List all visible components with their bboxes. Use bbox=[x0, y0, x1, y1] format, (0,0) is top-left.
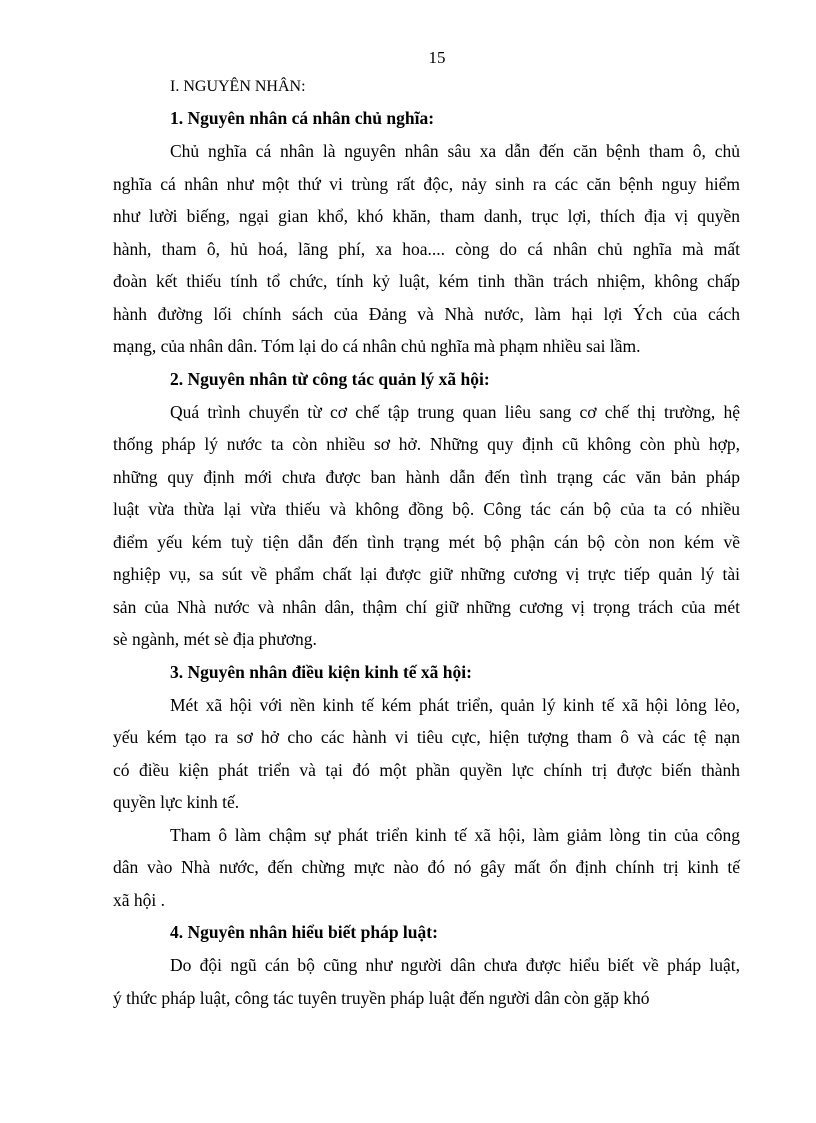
paragraph-line: ý thức pháp luật, công tác tuyên truyền pháp luật đến người dân còn gặp khó bbox=[113, 987, 650, 1008]
paragraph-line: xã hội . bbox=[113, 889, 166, 910]
paragraph-social-management bbox=[113, 396, 740, 656]
paragraph-embezzlement-effects bbox=[113, 819, 740, 917]
paragraph-line: hành, tham ô, hủ hoá, lãng phí, xa hoa.... còng do cá nhân chủ nghĩa mà mất bbox=[113, 238, 740, 259]
section-title: I. NGUYÊN NHÂN: bbox=[170, 78, 306, 95]
paragraph-line: luật vừa thừa lại vừa thiếu và không đồng bộ. Công tác cán bộ của ta có nhiều bbox=[113, 499, 740, 519]
heading-socioeconomic: 3. Nguyên nhân điều kiện kinh tế xã hội: bbox=[170, 661, 472, 682]
paragraph-line: như lười biếng, ngại gian khổ, khó khăn, tham danh, trục lợi, thích địa vị quyền bbox=[113, 206, 740, 226]
paragraph-line: Do đội ngũ cán bộ cũng như người dân chưa được hiểu biết về pháp luật, bbox=[170, 955, 740, 975]
paragraph-line: yếu kém tạo ra sơ hở cho các hành vi tiêu cực, hiện tượng tham ô và các tệ nạn bbox=[113, 727, 740, 747]
paragraph-line: đoàn kết thiếu tính tổ chức, tính kỷ luật, kém tinh thần trách nhiệm, không chấp bbox=[113, 271, 740, 291]
paragraph-line: quyền lực kinh tế. bbox=[113, 792, 240, 812]
paragraph-line: Tham ô làm chậm sự phát triển kinh tế xã hội, làm giảm lòng tin của công bbox=[170, 824, 740, 845]
paragraph-line: nghiệp vụ, sa sút về phẩm chất lại được giữ những cương vị trực tiếp quản lý tài bbox=[113, 564, 740, 584]
paragraph-legal-awareness bbox=[113, 949, 740, 1014]
paragraph-line: những quy định mới chưa được ban hành dẫn đến tình trạng các văn bản pháp bbox=[113, 466, 740, 487]
paragraph-line: Quá trình chuyển từ cơ chế tập trung quan liêu sang cơ chế thị trường, hệ bbox=[170, 401, 740, 422]
paragraph-line: có điều kiện phát triển và tại đó một phần quyền lực chính trị được biến thành bbox=[113, 759, 740, 780]
heading-legal-awareness: 4. Nguyên nhân hiểu biết pháp luật: bbox=[170, 922, 438, 942]
page-number: 15 bbox=[428, 48, 446, 67]
paragraph-line: Chủ nghĩa cá nhân là nguyên nhân sâu xa dẫn đến căn bệnh tham ô, chủ bbox=[170, 141, 740, 161]
paragraph-line: sè ngành, mét sè địa phương. bbox=[113, 629, 317, 649]
heading-individualism: 1. Nguyên nhân cá nhân chủ nghĩa: bbox=[170, 108, 435, 128]
paragraph-line: Mét xã hội với nền kinh tế kém phát triển, quản lý kinh tế xã hội lỏng lẻo, bbox=[170, 694, 740, 715]
document-body bbox=[113, 72, 740, 1014]
paragraph-line: nghĩa cá nhân như một thứ vi trùng rất độc, nảy sinh ra các căn bệnh nguy hiểm bbox=[113, 173, 740, 194]
paragraph-line: hành đường lối chính sách của Đảng và Nhà nước, làm hại lợi Ých của cách bbox=[113, 303, 740, 324]
paragraph-socioeconomic bbox=[113, 689, 740, 819]
paragraph-line: dân vào Nhà nước, đến chừng mực nào đó nó gây mất ổn định chính trị kinh tế bbox=[113, 857, 740, 877]
heading-social-management: 2. Nguyên nhân từ công tác quản lý xã hội: bbox=[170, 368, 490, 389]
paragraph-line: sản của Nhà nước và nhân dân, thậm chí giữ những cương vị trọng trách của mét bbox=[113, 596, 740, 617]
paragraph-individualism bbox=[113, 135, 740, 363]
paragraph-line: điểm yếu kém tuỳ tiện dẫn đến tình trạng mét bộ phận cán bộ còn non kém về bbox=[113, 531, 740, 552]
paragraph-line: thống pháp lý nước ta còn nhiều sơ hở. Những quy định cũ không còn phù hợp, bbox=[113, 434, 740, 454]
paragraph-line: mạng, của nhân dân. Tóm lại do cá nhân chủ nghĩa mà phạm nhiều sai lầm. bbox=[113, 336, 641, 356]
